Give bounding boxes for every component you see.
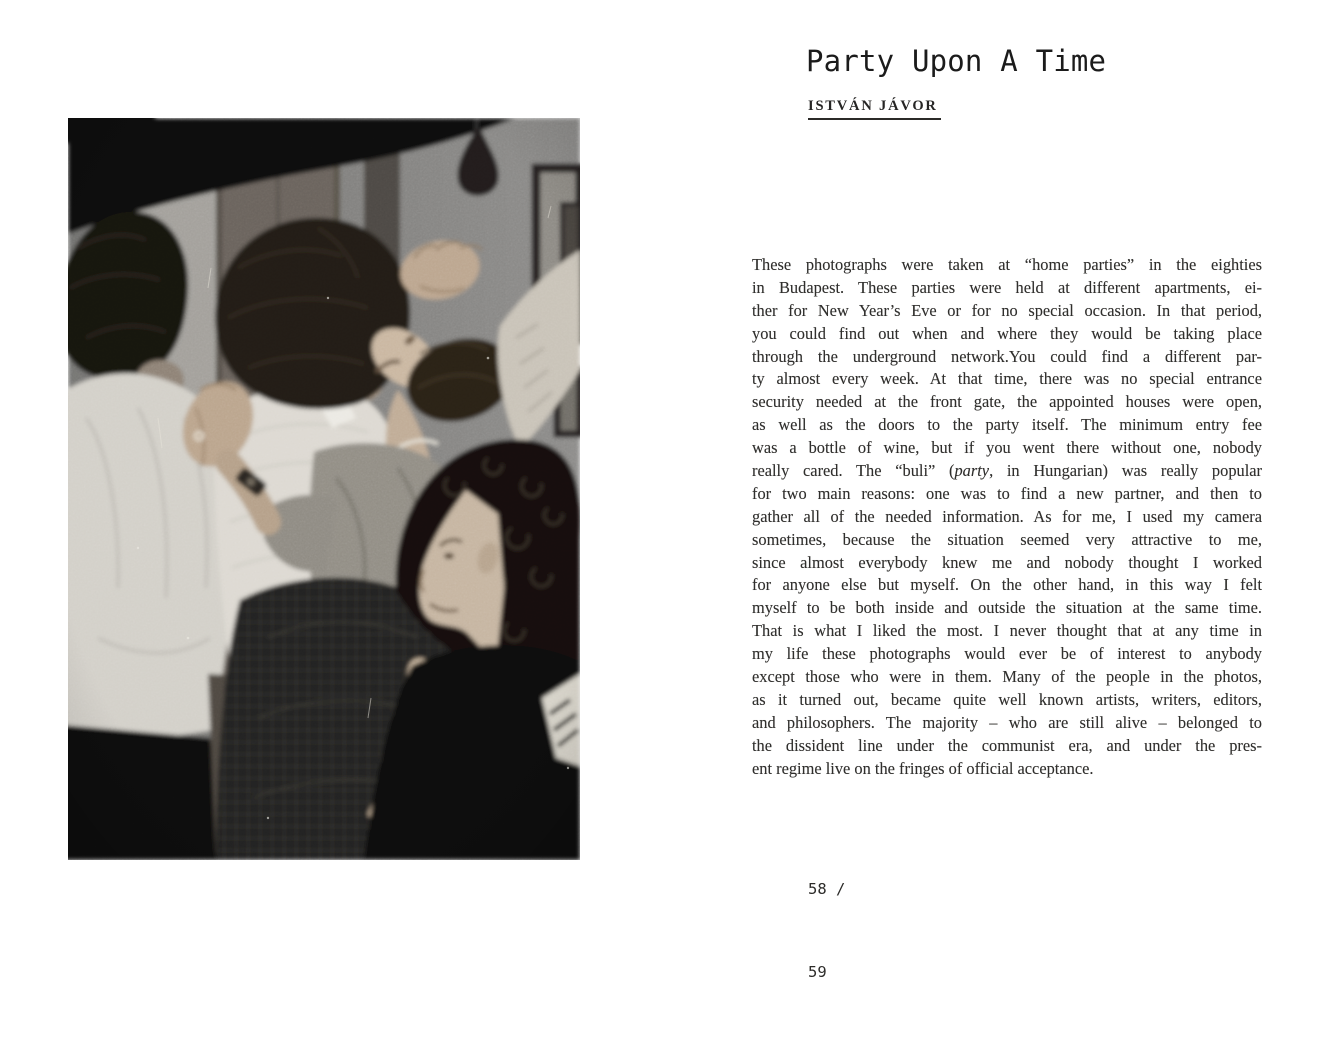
text-line: as well as the doors to the party itself. The minimum entry fee	[752, 415, 1262, 435]
article-body	[752, 254, 1262, 780]
text-line: These photographs were taken at “home parties” in the eighties	[752, 255, 1262, 274]
page-number-right: 59	[808, 962, 827, 981]
text-line: and philosophers. The majority – who are still alive – belonged to	[752, 712, 1262, 732]
text-line: ther for New Year’s Eve or for no special occasion. In that period,	[752, 300, 1262, 320]
text-line: That is what I liked the most. I never thought that at any time in	[752, 621, 1262, 641]
text-line: in Budapest. These parties were held at different apartments, ei-	[752, 277, 1262, 297]
text-line: except those who were in them. Many of the people in the photos,	[752, 667, 1262, 687]
text-line: was a bottle of wine, but if you went there without one, nobody	[752, 438, 1262, 458]
text-line: sometimes, because the situation seemed very attractive to me,	[752, 529, 1262, 549]
text-line: ent regime live on the fringes of official acceptance.	[752, 758, 1094, 778]
text-line: ty almost every week. At that time, there was no special entrance	[752, 369, 1262, 389]
text-line: security needed at the front gate, the appointed houses were open,	[752, 392, 1262, 412]
page-number-left: 58 /	[808, 880, 846, 898]
page-title: Party Upon A Time	[806, 44, 1107, 78]
text-line: really cared. The “buli” (party, in Hungarian) was really popular	[752, 461, 1262, 481]
party-photograph	[68, 118, 580, 860]
party-photo-illustration	[68, 118, 580, 860]
text-line: as it turned out, became quite well known artists, writers, editors,	[752, 689, 1262, 709]
page-numbers	[808, 821, 845, 1041]
text-line: since almost everybody knew me and nobody thought I worked	[752, 552, 1262, 572]
text-line: my life these photographs would ever be of interest to anybody	[752, 644, 1262, 664]
text-line: gather all of the needed information. As for me, I used my camera	[752, 506, 1262, 526]
text-line: through the underground network.You could find a different par-	[752, 346, 1262, 366]
text-line: you could find out when and where they would be taking place	[752, 323, 1262, 343]
text-line: the dissident line under the communist era, and under the pres-	[752, 735, 1262, 755]
author-name: ISTVÁN JÁVOR	[808, 98, 941, 120]
text-line: for two main reasons: one was to find a new partner, and then to	[752, 483, 1262, 503]
text-line: for anyone else but myself. On the other hand, in this way I felt	[752, 575, 1262, 595]
text-line: myself to be both inside and outside the situation at the same time.	[752, 598, 1262, 618]
